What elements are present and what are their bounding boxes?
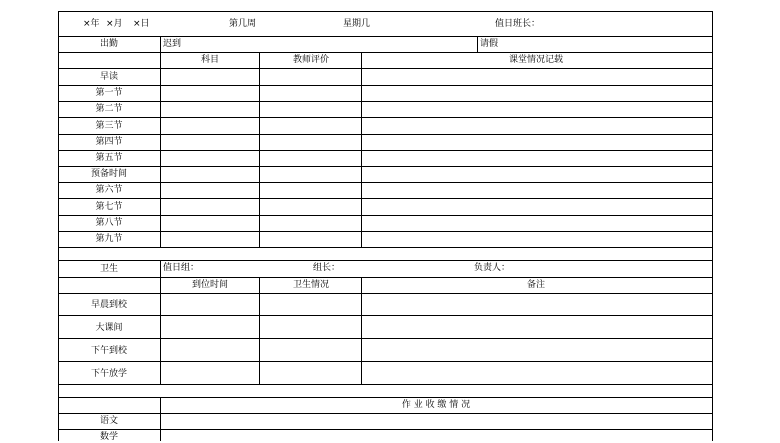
homework-title: 作 业 收 缴 情 况 <box>401 400 471 410</box>
hygiene-row-label: 下午到校 <box>90 346 128 356</box>
period-label: 第四节 <box>95 137 123 147</box>
divider <box>160 260 161 384</box>
period-label: 预备时间 <box>90 169 128 179</box>
divider <box>59 260 712 261</box>
col-teacher-eval: 教师评价 <box>292 55 330 65</box>
divider <box>259 52 260 247</box>
divider <box>160 397 161 441</box>
leave-label: 请假 <box>480 39 499 49</box>
divider <box>59 150 712 151</box>
divider <box>361 52 362 247</box>
divider <box>477 36 478 52</box>
weekday-label: 星期几 <box>343 19 371 29</box>
divider <box>59 166 712 167</box>
divider <box>59 397 712 398</box>
divider <box>160 36 161 52</box>
divider <box>59 429 712 430</box>
hygiene-row-label: 下午放学 <box>90 369 128 379</box>
divider <box>59 101 712 102</box>
period-label: 早读 <box>99 72 119 82</box>
divider <box>259 277 260 384</box>
week-label: 第几周 <box>229 19 257 29</box>
hygiene-row-label: 早晨到校 <box>90 300 128 310</box>
responsible-label: 负责人： <box>474 263 511 273</box>
hygiene-row-label: 大课间 <box>95 323 123 333</box>
col-class-record: 课堂情况记载 <box>508 55 564 65</box>
date-day: ×日 <box>133 19 150 29</box>
attendance-label: 出勤 <box>99 39 119 49</box>
period-label: 第三节 <box>95 121 123 131</box>
divider <box>59 182 712 183</box>
period-label: 第一节 <box>95 88 123 98</box>
period-label: 第二节 <box>95 104 123 114</box>
divider <box>59 361 712 362</box>
period-label: 第九节 <box>95 234 123 244</box>
divider <box>59 198 712 199</box>
homework-subject: 数学 <box>99 432 119 442</box>
period-label: 第八节 <box>95 218 123 228</box>
divider <box>59 215 712 216</box>
col-subject: 科目 <box>200 55 220 65</box>
late-label: 迟到 <box>163 39 182 49</box>
divider <box>160 52 161 247</box>
group-leader-label: 组长： <box>313 263 341 273</box>
daily-log-table <box>58 11 713 441</box>
divider <box>59 85 712 86</box>
divider <box>59 384 712 385</box>
col-hygiene-status: 卫生情况 <box>292 280 330 290</box>
divider <box>59 293 712 294</box>
homework-subject: 语文 <box>99 416 119 426</box>
monitor-label: 值日班长： <box>495 19 541 29</box>
hygiene-label: 卫生 <box>99 264 119 274</box>
divider <box>59 277 712 278</box>
period-label: 第五节 <box>95 153 123 163</box>
divider <box>59 315 712 316</box>
col-remarks: 备注 <box>526 280 546 290</box>
divider <box>59 413 712 414</box>
col-arrival-time: 到位时间 <box>191 280 229 290</box>
divider <box>59 247 712 248</box>
divider <box>59 36 712 37</box>
divider <box>361 277 362 384</box>
divider <box>59 134 712 135</box>
period-label: 第六节 <box>95 185 123 195</box>
divider <box>59 231 712 232</box>
divider <box>59 68 712 69</box>
divider <box>59 52 712 53</box>
duty-group-label: 值日组： <box>163 263 200 273</box>
period-label: 第七节 <box>95 202 123 212</box>
divider <box>59 338 712 339</box>
divider <box>59 117 712 118</box>
date-month: ×月 <box>106 19 123 29</box>
date-year: ×年 <box>83 19 100 29</box>
